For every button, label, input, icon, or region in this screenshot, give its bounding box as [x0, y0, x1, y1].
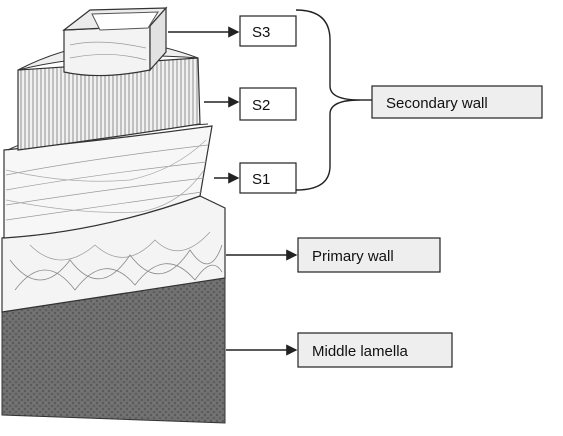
label-primary-wall	[298, 238, 440, 272]
label-s3	[240, 16, 296, 46]
label-s1	[240, 163, 296, 193]
cell-illustration	[2, 8, 225, 423]
label-text-secondary-wall: Secondary wall	[386, 95, 488, 112]
label-text-s1: S1	[252, 171, 271, 188]
label-text-s3: S3	[252, 24, 271, 41]
label-text-s2: S2	[252, 97, 271, 114]
label-text-middle-lamella: Middle lamella	[312, 343, 408, 360]
secondary-wall-brace	[296, 10, 360, 190]
s3-layer	[64, 8, 166, 76]
label-s2	[240, 88, 296, 120]
label-text-primary-wall: Primary wall	[312, 248, 394, 265]
label-middle-lamella	[298, 333, 452, 367]
label-secondary-wall	[372, 86, 542, 118]
